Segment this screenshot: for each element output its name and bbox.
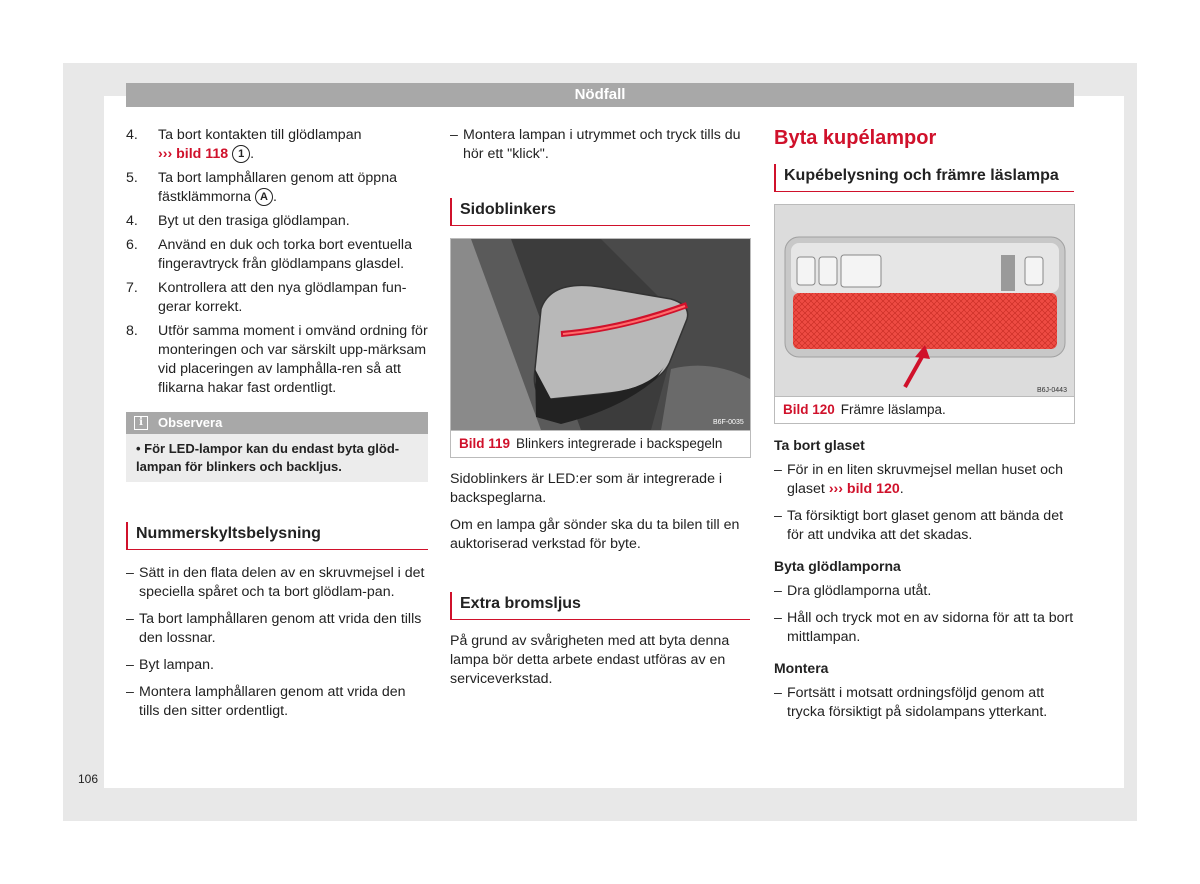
page-number: 106 xyxy=(78,772,99,786)
step-number: 8. xyxy=(126,323,138,339)
figure-ref-link[interactable]: ››› bild 120 xyxy=(828,481,900,497)
step-number: 4. xyxy=(126,213,138,229)
note-title: Observera xyxy=(158,415,223,430)
figure-label: Bild 119 xyxy=(459,436,511,451)
figure-label: Bild 120 xyxy=(783,402,835,417)
section-title: Sidoblinkers xyxy=(450,198,750,226)
step-number: 7. xyxy=(126,280,138,296)
note-header xyxy=(126,412,428,434)
figure-caption xyxy=(451,430,750,457)
paragraph: Om en lampa går sönder ska du ta bilen till en auktoriserad verkstad för byte. xyxy=(450,517,740,552)
callout-circle: 1 xyxy=(232,145,250,163)
step-text: Utför samma moment i omvänd ordning för monteringen och var särskilt upp-märksam vid placeringen av lamphålla-ren så att flikarna hakar fast ordentligt. xyxy=(158,323,428,396)
step-list xyxy=(126,126,428,398)
list-item: – För in en liten skruvmejsel mellan huset och glaset ››› bild 120. xyxy=(774,461,1074,499)
dash-list xyxy=(774,461,1074,545)
sub-heading: Byta glödlamporna xyxy=(774,558,901,574)
list-item: – Byt lampan. xyxy=(126,656,428,675)
figure-code: B6F-0035 xyxy=(713,419,744,426)
figure-caption-text: Blinkers integrerade i backspegeln xyxy=(516,436,723,451)
list-item: – Ta bort lamphållaren genom att vrida den tills den lossnar. xyxy=(126,610,428,648)
figure-code: B6J-0443 xyxy=(1037,387,1067,394)
step-text xyxy=(158,169,428,207)
column-3 xyxy=(774,126,1074,730)
sub-heading: Montera xyxy=(774,660,829,676)
figure-119 xyxy=(450,238,751,458)
step-text xyxy=(158,126,428,164)
section-title: Kupébelysning och främre läslampa xyxy=(774,164,1074,192)
figure-caption xyxy=(775,396,1074,423)
callout-circle: A xyxy=(255,188,273,206)
step-text: Använd en duk och torka bort eventuella fingeravtryck från glödlampans glasdel. xyxy=(158,237,412,272)
section-title: Nummerskyltsbelysning xyxy=(126,522,428,550)
step-number: 4. xyxy=(126,127,138,143)
list-item-text: Ta försiktigt bort glaset genom att bända det för att undvika att det skadas. xyxy=(787,508,1064,543)
info-icon: i xyxy=(134,416,148,430)
list-item xyxy=(126,169,428,207)
dash-list xyxy=(774,684,1074,722)
step-number: 6. xyxy=(126,237,138,253)
step-text: Byt ut den trasiga glödlampan. xyxy=(158,213,350,229)
dash-list xyxy=(774,582,1074,647)
list-item-text: Dra glödlamporna utåt. xyxy=(787,583,932,599)
note-text: • För LED-lampor kan du endast byta glöd-lampan för blinkers och backljus. xyxy=(136,441,400,474)
list-item xyxy=(126,236,428,274)
column-2 xyxy=(450,126,750,689)
list-item: – Fortsätt i motsatt ordningsföljd genom att trycka försiktigt på sidolampans ytterkant. xyxy=(774,684,1074,722)
chapter-header: Nödfall xyxy=(126,83,1074,107)
sub-heading: Ta bort glaset xyxy=(774,437,865,453)
list-item: – Montera lampan i utrymmet och tryck tills du hör ett "klick". xyxy=(450,126,750,164)
mirror-illustration xyxy=(451,239,750,430)
dash-list xyxy=(450,126,750,164)
list-item-text xyxy=(787,461,1074,499)
step-text-part: . xyxy=(272,189,277,205)
list-item: – Dra glödlamporna utåt. xyxy=(774,582,1074,601)
note-box xyxy=(126,412,428,482)
list-item-part: För in en liten skruvmejsel mellan huset och glaset xyxy=(787,462,1063,497)
figure-120 xyxy=(774,204,1075,424)
paragraph: På grund av svårigheten med att byta denna lampa bör detta arbete endast utföras av en serviceverkstad. xyxy=(450,633,730,687)
dash-list xyxy=(126,564,428,721)
step-number: 5. xyxy=(126,170,138,186)
list-item-text: Sätt in den flata delen av en skruvmejsel i det speciella spåret och ta bort glödlam-pan. xyxy=(139,565,425,600)
list-item xyxy=(126,279,428,317)
list-item-part: . xyxy=(899,481,904,497)
list-item: – Montera lamphållaren genom att vrida den tills den sitter ordentligt. xyxy=(126,683,428,721)
step-text-part: . xyxy=(250,146,255,162)
list-item: – Ta försiktigt bort glaset genom att bända det för att undvika att det skadas. xyxy=(774,507,1074,545)
list-item-text: Fortsätt i motsatt ordningsföljd genom att trycka försiktigt på sidolampans ytterkant. xyxy=(787,685,1048,720)
main-title: Byta kupélampor xyxy=(774,127,937,149)
section-title: Extra bromsljus xyxy=(450,592,750,620)
list-item xyxy=(126,322,428,398)
list-item xyxy=(126,126,428,164)
list-item xyxy=(126,212,428,231)
list-item-text: Byt lampan. xyxy=(139,657,214,673)
list-item-text: Montera lampan i utrymmet och tryck tills du hör ett "klick". xyxy=(463,127,741,162)
reading-lamp-illustration xyxy=(775,205,1074,396)
list-item: – Sätt in den flata delen av en skruvmejsel i det speciella spåret och ta bort glödlam-pan. xyxy=(126,564,428,602)
figure-caption-text: Främre läslampa. xyxy=(840,402,946,417)
step-text: Kontrollera att den nya glödlampan fun-gerar korrekt. xyxy=(158,280,407,315)
step-text-part: Ta bort lamphållaren genom att öppna fästklämmorna xyxy=(158,170,397,205)
paragraph: Sidoblinkers är LED:er som är integrerade i backspeglarna. xyxy=(450,471,723,506)
column-1 xyxy=(126,126,428,729)
figure-ref-link[interactable]: ››› bild 118 xyxy=(158,146,229,162)
list-item: – Håll och tryck mot en av sidorna för att ta bort mittlampan. xyxy=(774,610,1074,645)
list-item-text: Montera lamphållaren genom att vrida den tills den sitter ordentligt. xyxy=(139,684,406,719)
list-item-text: Ta bort lamphållaren genom att vrida den tills den lossnar. xyxy=(139,611,422,646)
list-item-text: Håll och tryck mot en av sidorna för att ta bort mittlampan. xyxy=(787,610,1074,645)
step-text-part: Ta bort kontakten till glödlampan xyxy=(158,127,362,143)
